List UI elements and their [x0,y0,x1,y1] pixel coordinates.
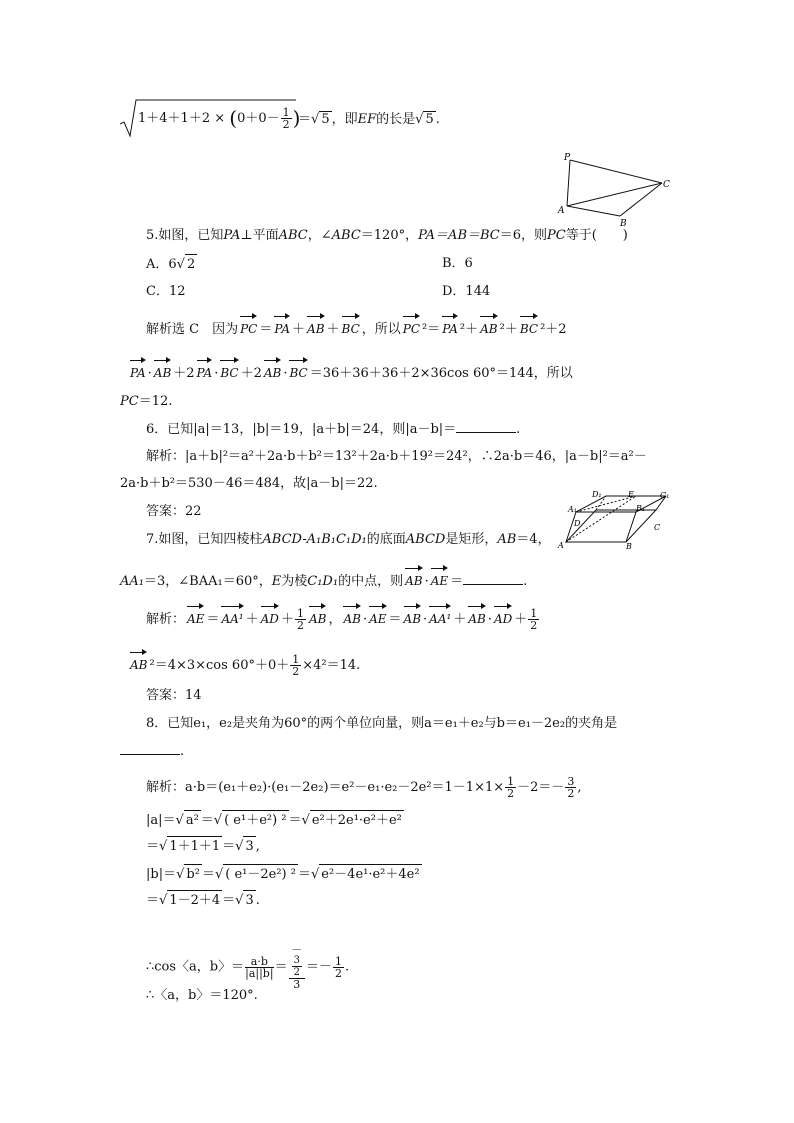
q5-option-c: C．12 [146,284,186,299]
ef-label: EF [357,112,377,127]
q7-solution-line1: 解析： AE ＝ AA¹ ＋ AD ＋ $\frac{1}{2}$ AB ， AB · AE ＝ AB · AA¹ ＋ AB · AD ＋ $\frac{1}{2}$ [146,602,540,631]
q8-solution-line4: |b|＝√ b² ＝√ ( e¹－2e²) ² ＝√ e²－4e¹·e²＋4e² [146,864,422,885]
q7-stem-line1: 7.如图，已知四棱柱ABCD-A₁B₁C₁D₁的底面ABCD是矩形，AB＝4， [146,532,551,547]
q6-stem: 6．已知|a|＝13，|b|＝19，|a＋b|＝24，则|a－b|＝ . [146,422,521,437]
sqrt-5b: 5 [425,112,434,127]
q7-stem-line2: AA₁＝3，∠BAA₁＝60°，E为棱C₁D₁的中点，则 AB · AE ＝ . [120,564,527,592]
q5-stem: 5.如图，已知PA⊥平面ABC，∠ABC＝120°，PA＝AB＝BC＝6，则PC等于( ) [146,228,628,243]
fig7-label-a1: A₁ [568,505,577,514]
fig7-label-c: C [654,523,661,532]
q8-solution-line5: ＝√ 1－2＋4 ＝√ 3 . [146,890,260,911]
fig5-label-b: B [620,219,627,229]
q8-solution-line3: ＝√ 1＋1＋1 ＝√ 3 , [146,836,260,857]
q5-solution-line2: PA · AB ＋2 PA · BC ＋2 AB · BC ＝36＋36＋36＋2×36cos 60°＝144，所以 [128,356,573,384]
q7-answer-blank [463,584,523,585]
paren-lead: 0＋0－ [237,111,280,126]
fig7-label-a: A [558,541,564,550]
q7-answer: 答案：14 [146,688,202,703]
fig7-label-b1: B₁ [636,504,646,513]
q7-solution-line2: AB ²＝4×3×cos 60°＋0＋ $\frac{1}{2}$ ×4²＝14. [128,648,360,677]
fig7-label-d1: D₁ [592,490,602,499]
figure-q7 [556,488,676,550]
q5-solution-line1: 解析选 C 因为 PC ＝ PA ＋ AB ＋ BC ，所以 PC ²＝ PA ²＋ AB ²＋ BC ²＋2 [146,312,567,340]
q8-stem-line2: . [120,742,184,762]
q8-solution-line1: 解析：a·b＝(e₁＋e₂)·(e₁－2e₂)＝e²－e₁·e₂－2e²＝1－1×1× $\frac{1}{2}$ －2＝－ $\frac{3}{2}$ , [146,775,582,800]
equals: ＝ [298,112,312,127]
q8-stem: 8．已知e₁，e₂是夹角为60°的两个单位向量，则a＝e₁＋e₂与b＝e₁－2e₂的夹角是 [146,716,618,731]
q8-solution-line7: ∴〈a，b〉＝120°. [146,988,258,1003]
fig7-label-e: E [628,490,634,499]
q8-answer-blank [120,754,180,755]
fig5-label-p: P [564,153,571,163]
q6-answer-blank [456,432,516,433]
text-length: 的长是 [376,112,416,127]
fig7-label-b: B [626,542,632,550]
q5-option-b: B．6 [442,256,473,271]
q6-answer: 答案：22 [146,504,202,519]
q5-option-a: A．6√ 2 [146,254,197,275]
half-fraction: $\frac{1}{2}$ [282,106,290,131]
fig5-label-c: C [663,180,670,190]
q8-solution-line2: |a|＝√ a² ＝√ ( e¹＋e²) ² ＝√ e²＋2e¹·e²＋e² [146,810,404,831]
q6-solution-line1: 解析：|a＋b|²＝a²＋2a·b＋b²＝13²＋2a·b＋19²＝24²，∴2a·b＝46，|a－b|²＝a²－ [146,449,647,464]
fig7-label-d: D [574,519,581,528]
fig7-label-c1: C₁ [660,491,670,500]
q6-solution-line2: 2a·b＋b²＝530－46＝484，故|a－b|＝22. [120,476,378,491]
radicand: 1＋4＋1＋2 × [138,111,230,126]
period: . [435,112,440,127]
text-ji: ，即 [331,112,358,127]
figure-q5 [556,150,676,232]
q5-option-d: D．144 [442,284,491,299]
q5-solution-line3: PC＝12. [120,394,173,409]
sqrt-5: 5 [321,112,330,127]
fig5-label-a: A [558,206,565,216]
q8-solution-line6: ∴cos〈a，b〉＝ $\frac{a\cdot b}{|a||b|}$ ＝ － 3 2 3 ＝－ $\frac{1}{2}$ . [146,943,350,991]
